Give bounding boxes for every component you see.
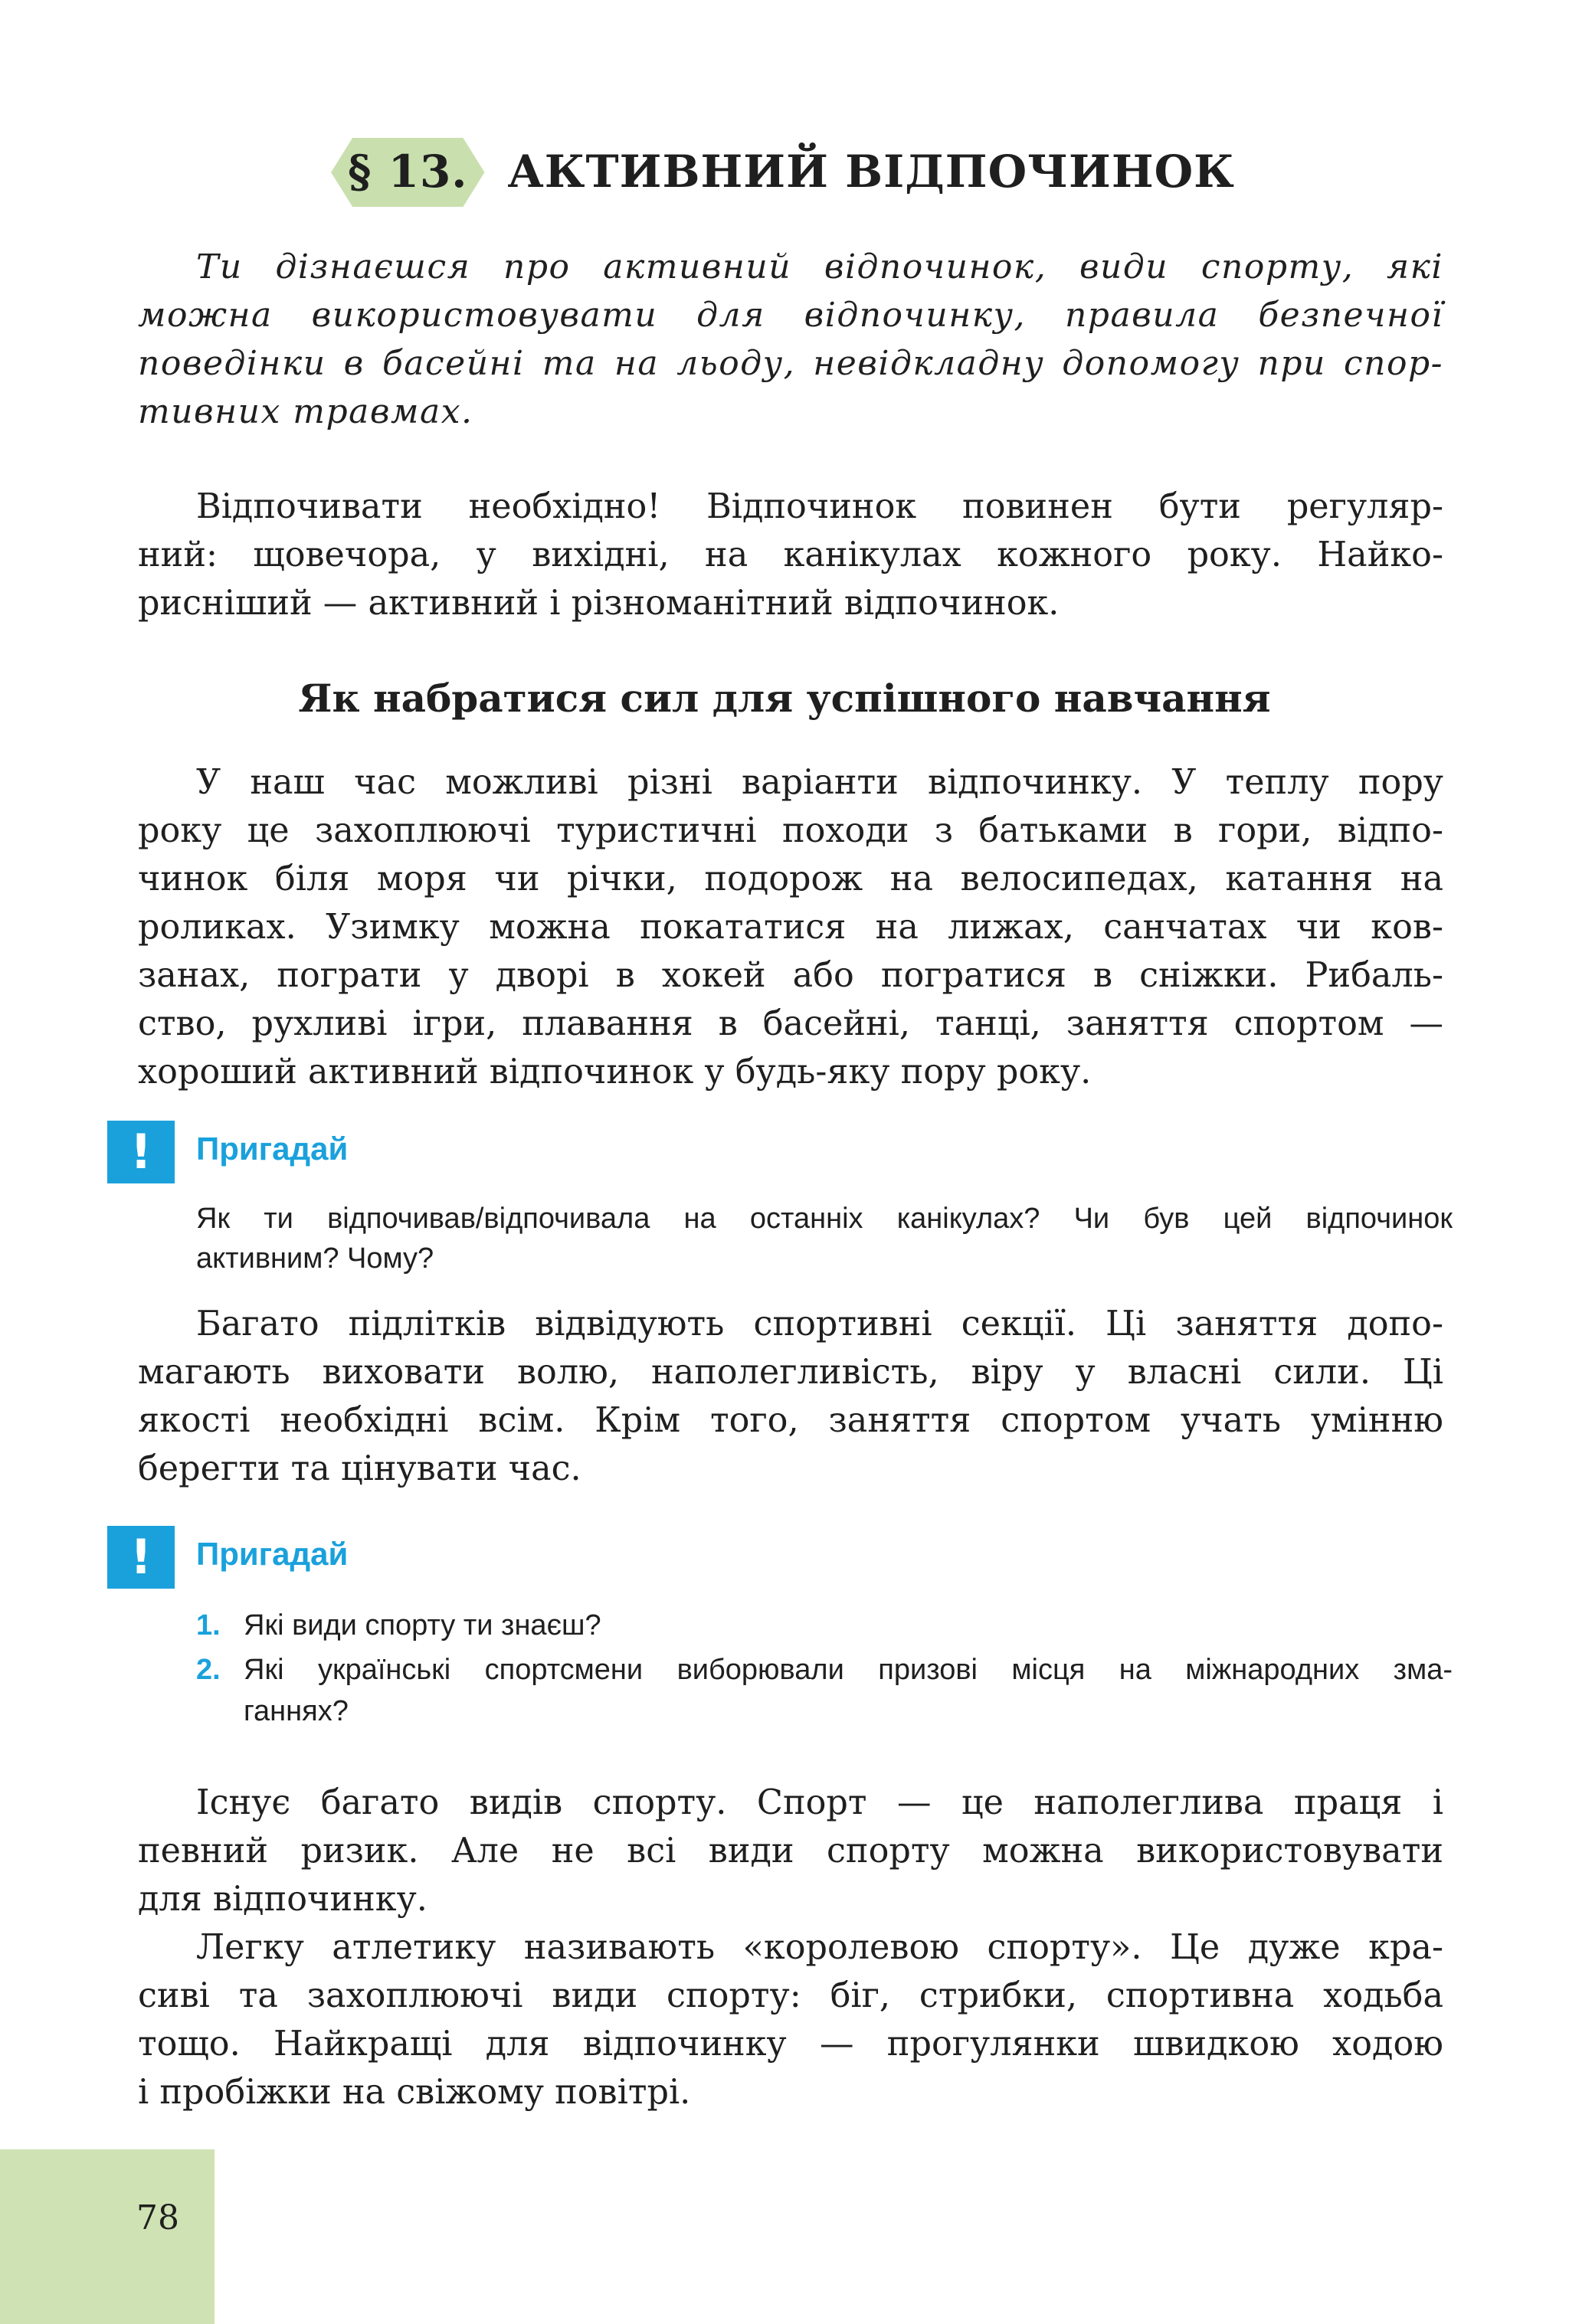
text-line: і пробіжки на свіжому повітрі. <box>138 2073 691 2112</box>
remember-question-list <box>196 1605 1453 1732</box>
text-line: для відпочинку. <box>138 1880 427 1919</box>
paragraph-rest-importance <box>138 483 1443 627</box>
paragraph-athletics <box>138 1923 1443 2116</box>
text-line: ство, рухливі ігри, плавання в басейні, танці, заняття спортом — <box>138 1004 1443 1043</box>
intro-line: можна використовувати для відпочинку, правила безпечної <box>138 296 1443 335</box>
paragraph-kinds-of-sport <box>138 1779 1443 1923</box>
section-number: § 13. <box>334 146 481 198</box>
intro-line: тивних травмах. <box>138 392 473 431</box>
text-line: Як ти відпочивав/відпочивала на останніх канікулах? Чи був цей відпочинок <box>196 1203 1453 1235</box>
text-line: якості необхідні всім. Крім того, заняття спортом учать умінню <box>138 1401 1443 1440</box>
page-title <box>0 146 1569 198</box>
text-line: Існує багато видів спорту. Спорт — це наполеглива праця і <box>196 1783 1443 1822</box>
intro-line: Ти дізнаєшся про активний відпочинок, види спорту, які <box>196 247 1443 286</box>
text-line: року це захоплюючі туристичні походи з батьками в гори, відпо- <box>138 811 1443 850</box>
intro-line: поведінки в басейні та на льоду, невідкладну допомогу при спор- <box>138 344 1443 383</box>
text-line: ганнях? <box>244 1695 349 1727</box>
text-line: сиві та захоплюючі види спорту: біг, стрибки, спортивна ходьба <box>138 1976 1443 2015</box>
text-line: певний ризик. Але не всі види спорту можна використовувати <box>138 1831 1443 1871</box>
list-item <box>196 1605 1453 1646</box>
text-line: Легку атлетику називають «королевою спорту». Це дуже кра- <box>196 1928 1443 1967</box>
list-number: 2. <box>196 1654 221 1686</box>
page-corner-decoration <box>0 2149 215 2324</box>
text-line: занах, пограти у дворі в хокей або погратися в сніжки. Рибаль- <box>138 956 1443 995</box>
intro-paragraph <box>138 243 1443 436</box>
text-line: чинок біля моря чи річки, подорож на велосипедах, катання на <box>138 859 1443 899</box>
text-line: ний: щовечора, у вихідні, на канікулах кожного року. Найко- <box>138 535 1443 574</box>
remember-title: Пригадай <box>196 1131 349 1167</box>
text-line: Багато підлітків відвідують спортивні секції. Ці заняття допо- <box>196 1304 1443 1344</box>
text-line: Які види спорту ти знаєш? <box>244 1609 601 1642</box>
exclamation-icon: ! <box>107 1526 175 1589</box>
section-title: АКТИВНИЙ ВІДПОЧИНОК <box>507 146 1235 198</box>
page-number: 78 <box>136 2198 179 2237</box>
text-line: Відпочивати необхідно! Відпочинок повинен бути регуляр- <box>196 487 1443 526</box>
text-line: активним? Чому? <box>196 1242 434 1275</box>
list-item <box>196 1649 1453 1732</box>
paragraph-sports-sections <box>138 1300 1443 1493</box>
list-number: 1. <box>196 1609 221 1642</box>
remember-title: Пригадай <box>196 1536 349 1572</box>
text-line: роликах. Узимку можна покататися на лижах, санчатах чи ков- <box>138 908 1443 947</box>
paragraph-rest-options <box>138 758 1443 1096</box>
text-line: берегти та цінувати час. <box>138 1449 581 1488</box>
text-line: У наш час можливі різні варіанти відпочинку. У теплу пору <box>196 763 1443 802</box>
text-line: Які українські спортсмени виборювали призові місця на міжнародних зма- <box>244 1654 1453 1686</box>
text-line: хороший активний відпочинок у будь-яку пору року. <box>138 1052 1092 1092</box>
remember-question <box>196 1199 1453 1278</box>
exclamation-icon: ! <box>107 1121 175 1183</box>
text-line: магають виховати волю, наполегливість, віру у власні сили. Ці <box>138 1353 1443 1392</box>
subheading: Як набратися сил для успішного навчання <box>298 676 1271 721</box>
text-line: рисніший — активний і різноманітний відпочинок. <box>138 584 1060 623</box>
text-line: тощо. Найкращі для відпочинку — прогулянки швидкою ходою <box>138 2024 1443 2064</box>
